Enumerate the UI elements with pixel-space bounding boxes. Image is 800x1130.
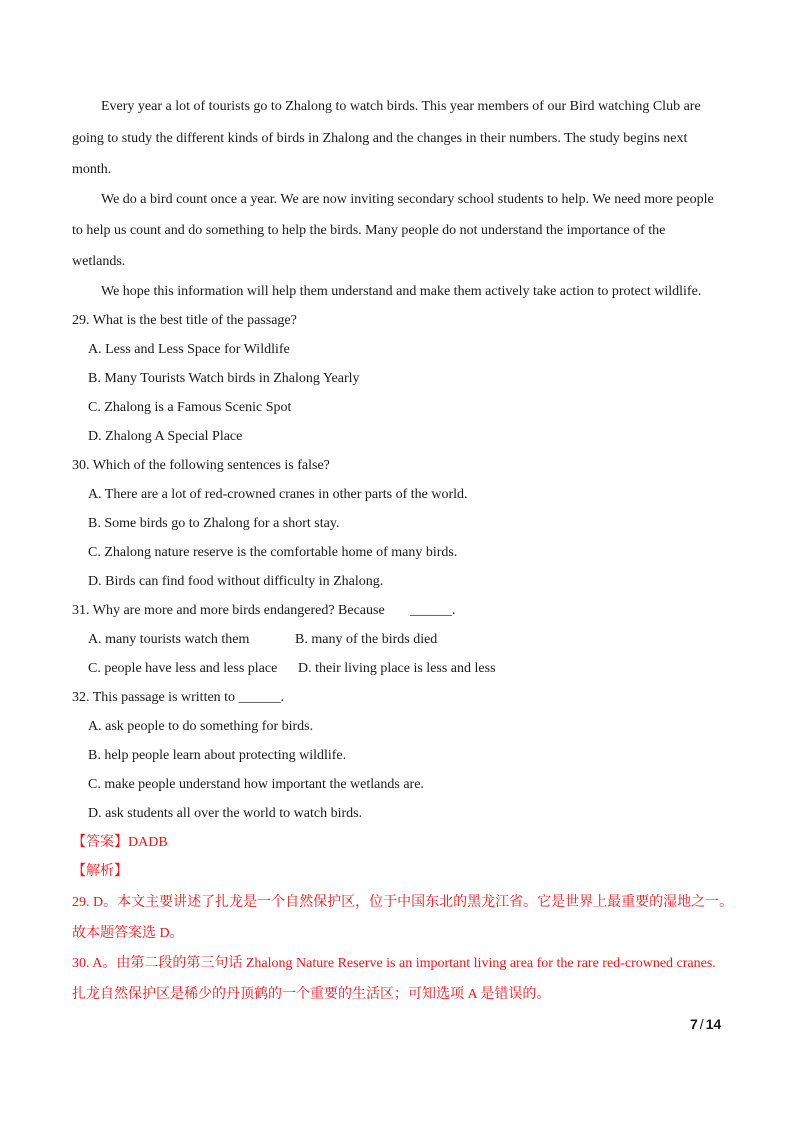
question-31-option-a: A. many tourists watch them	[88, 632, 250, 647]
explanation-29-line1: 29. D。本文主要讲述了扎龙是一个自然保护区，位于中国东北的黑龙江省。它是世界上最重要的湿地之一。	[72, 895, 734, 910]
question-29-option-c: C. Zhalong is a Famous Scenic Spot	[88, 400, 292, 415]
page-number	[690, 1016, 721, 1032]
page-number-current: 7	[690, 1016, 698, 1032]
question-29-option-b: B. Many Tourists Watch birds in Zhalong Yearly	[88, 371, 360, 386]
question-30-option-c: C. Zhalong nature reserve is the comfortable home of many birds.	[88, 545, 458, 560]
question-30-option-a: A. There are a lot of red-crowned cranes in other parts of the world.	[88, 487, 468, 502]
question-29-option-a: A. Less and Less Space for Wildlife	[88, 342, 290, 357]
question-31-option-b: B. many of the birds died	[295, 632, 438, 647]
passage-p1-line1: Every year a lot of tourists go to Zhalong to watch birds. This year members of our Bird watching Club are	[101, 99, 701, 114]
explanation-29-line2: 故本题答案选 D。	[72, 926, 184, 941]
question-32-stem: 32. This passage is written to ______.	[72, 690, 285, 705]
passage-p2-line3: wetlands.	[72, 254, 126, 269]
question-31-blank: ______.	[410, 603, 456, 618]
question-31-option-c: C. people have less and less place	[88, 661, 278, 676]
question-32-option-b: B. help people learn about protecting wildlife.	[88, 748, 347, 763]
page-number-separator: /	[699, 1016, 704, 1032]
passage-p3-line1: We hope this information will help them understand and make them actively take action to protect wildlife.	[101, 284, 702, 299]
question-29-option-d: D. Zhalong A Special Place	[88, 429, 243, 444]
question-30-option-d: D. Birds can find food without difficulty in Zhalong.	[88, 574, 384, 589]
question-32-option-c: C. make people understand how important the wetlands are.	[88, 777, 424, 792]
question-29-stem: 29. What is the best title of the passage?	[72, 313, 297, 328]
answer-key: 【答案】DADB	[72, 835, 168, 850]
question-31-option-d: D. their living place is less and less	[298, 661, 496, 676]
question-31-stem: 31. Why are more and more birds endangered? Because	[72, 603, 385, 618]
page-number-total: 14	[705, 1016, 722, 1032]
passage-p2-line1: We do a bird count once a year. We are now inviting secondary school students to help. We need more people	[101, 192, 714, 207]
passage-p1-line3: month.	[72, 162, 112, 177]
question-32-option-d: D. ask students all over the world to watch birds.	[88, 806, 363, 821]
question-30-option-b: B. Some birds go to Zhalong for a short stay.	[88, 516, 340, 531]
passage-p2-line2: to help us count and do something to help the birds. Many people do not understand the importance of the	[72, 223, 666, 238]
passage-p1-line2: going to study the different kinds of birds in Zhalong and the changes in their numbers. The study begins next	[72, 131, 688, 146]
explanation-30-line2: 扎龙自然保护区是稀少的丹顶鹤的一个重要的生活区；可知选项 A 是错误的。	[72, 987, 551, 1002]
question-30-stem: 30. Which of the following sentences is false?	[72, 458, 330, 473]
question-32-option-a: A. ask people to do something for birds.	[88, 719, 314, 734]
analysis-heading: 【解析】	[72, 864, 128, 879]
explanation-30-line1: 30. A。由第二段的第三句话 Zhalong Nature Reserve is an important living area for the rare red-crowned cranes.	[72, 956, 716, 971]
